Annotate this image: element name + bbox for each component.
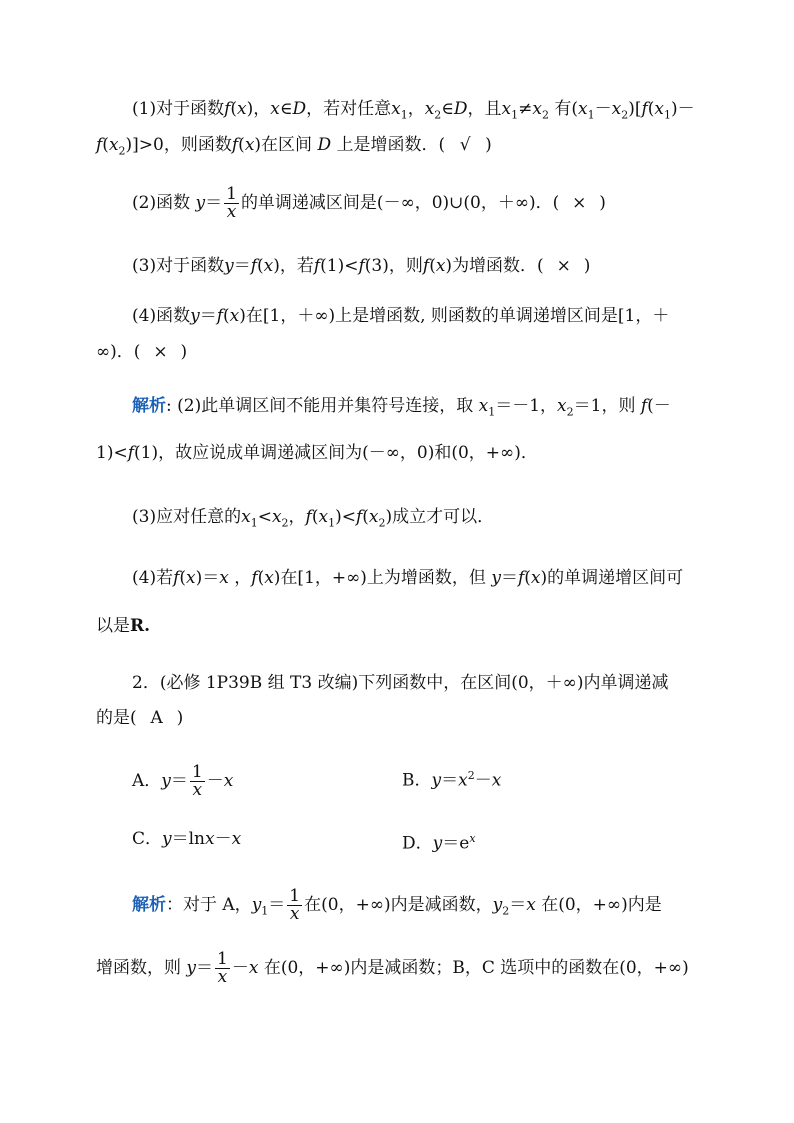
text: 的是( xyxy=(96,708,137,728)
fraction: $\frac{1}{x}$ xyxy=(226,184,237,222)
fraction: $\frac{1}{x}$ xyxy=(191,762,203,800)
text: ，且 xyxy=(467,99,502,119)
q2-stem-line1 xyxy=(132,671,668,695)
option-label: D． xyxy=(402,833,433,854)
option-label: B． xyxy=(402,770,432,791)
q2-option-d: D．$y=e^x$ xyxy=(402,832,476,854)
text: 在[1，＋∞)上是增函数, 则函数的单调递增区间是[1，＋ xyxy=(245,306,670,326)
text: 在(0，+∞)内是减函数， xyxy=(304,895,493,915)
text: 在[1，+∞)上为增函数，但 xyxy=(280,568,486,588)
answer-mark: × xyxy=(153,342,168,362)
text: ∞)．( xyxy=(96,342,141,362)
answer-mark: × xyxy=(556,256,571,276)
analysis1-line1: 解析: (2)此单调区间不能用并集符号连接，取 $x_1=-1$，$x_2=1$，则 f(－ xyxy=(132,396,671,419)
text: 的单调递增区间可 xyxy=(547,568,684,588)
text: 2．(必修 1P39B 组 T3 改编)下列函数中，在区间(0，＋∞)内单调递减 xyxy=(132,673,669,693)
text: 在(0，+∞)内是减函数；B，C 选项中的函数在(0，+∞) xyxy=(263,958,689,978)
text: ，若对任意 xyxy=(306,99,392,119)
text: (4)若 xyxy=(132,568,174,588)
answer-mark: × xyxy=(572,193,587,213)
text: 增函数，则 xyxy=(96,958,181,978)
analysis1-line2: 1)<f(1)，故应说成单调递减区间为(－∞，0)和(0，+∞)． xyxy=(96,443,538,463)
option-label: A． xyxy=(132,771,162,791)
text: 在区间 xyxy=(261,135,313,155)
text: 成立才可以． xyxy=(392,507,495,527)
text: R. xyxy=(130,616,151,636)
analysis1-line3: (3)应对任意的$x_1<x_2$，$f(x_1)<f(x_2)$成立才可以． xyxy=(132,507,495,530)
analysis2-line1: 解析：对于 A，$y_1=$ $\frac{1}{x}$ 在(0，+∞)内是减函数，$y_2=x$ 在(0，+∞)内是 xyxy=(132,886,662,924)
text: ，则 xyxy=(601,396,636,416)
text: (2)函数 xyxy=(132,193,191,213)
text: (1)对于函数 xyxy=(132,99,225,119)
q1-item2: (2)函数 y＝ $\frac{1}{x}$ 的单调递减区间是(－∞，0)∪(0，＋∞)．( × ) xyxy=(132,184,606,222)
text: ]>0，则函数 xyxy=(132,135,232,155)
q1-item1-line1: (1)对于函数f(x)，x∈D，若对任意$x_1$，$x_2\in D$，且$x_1\ne x_2$ 有$(x_1-x_2)[f(x_1)-$ xyxy=(132,99,695,122)
text: ：对于 A， xyxy=(166,895,252,915)
q2-stem-line2: 的是( A ) xyxy=(96,708,184,728)
text: (3)应对任意的 xyxy=(132,507,242,527)
text: (4)函数 xyxy=(132,306,191,326)
option-label: C． xyxy=(132,829,163,849)
q2-option-b: B．$y=x^2-x$ xyxy=(402,769,502,791)
analysis2-line2: 增函数，则 y＝ $\frac{1}{x}$ －x 在(0，+∞)内是减函数；B，C 选项中的函数在(0，+∞) xyxy=(96,949,689,987)
text: 的单调递减区间是(－∞，0)∪(0，＋∞)．( xyxy=(240,193,560,213)
fraction: $\frac{1}{x}$ xyxy=(217,949,228,987)
text: : (2)此单调区间不能用并集符号连接，取 xyxy=(166,396,474,416)
q2-option-a: A．y＝ $\frac{1}{x}$ －x xyxy=(132,762,234,800)
text: ，故应说成单调递减区间为(－∞，0)和(0，+∞)． xyxy=(158,443,538,463)
answer-letter: A xyxy=(150,708,163,728)
text: 以是 xyxy=(96,616,130,636)
answer-mark: √ xyxy=(459,135,471,155)
text: 在(0，+∞)内是 xyxy=(541,895,662,915)
analysis-label: 解析 xyxy=(132,396,166,416)
text: ，若 xyxy=(279,256,314,276)
analysis1-line5 xyxy=(96,614,150,638)
text: (3)对于函数 xyxy=(132,256,225,276)
q1-item4-line2: ∞)．( × ) xyxy=(96,342,188,362)
analysis1-line4: (4)若f(x)＝x ，f(x)在[1，+∞)上为增函数，但 y＝f(x)的单调递增区间可 xyxy=(132,568,684,588)
text: 为增函数．( xyxy=(452,256,544,276)
text: ，则 xyxy=(388,256,423,276)
text: 上是增函数．( xyxy=(336,135,446,155)
q1-item1-line2: $f(x_2)]>0$，则函数f(x)在区间 D 上是增函数．( √ ) xyxy=(96,135,492,158)
fraction: $\frac{1}{x}$ xyxy=(289,886,301,924)
analysis-label: 解析 xyxy=(132,895,166,915)
q1-item3: (3)对于函数y＝f(x)，若f(1)<f(3)，则f(x)为增函数．( × ) xyxy=(132,256,591,276)
q2-option-c: C．y＝lnx－x xyxy=(132,829,242,849)
q1-item4-line1: (4)函数y＝f(x)在[1，＋∞)上是增函数, 则函数的单调递增区间是[1，＋ xyxy=(132,306,670,326)
